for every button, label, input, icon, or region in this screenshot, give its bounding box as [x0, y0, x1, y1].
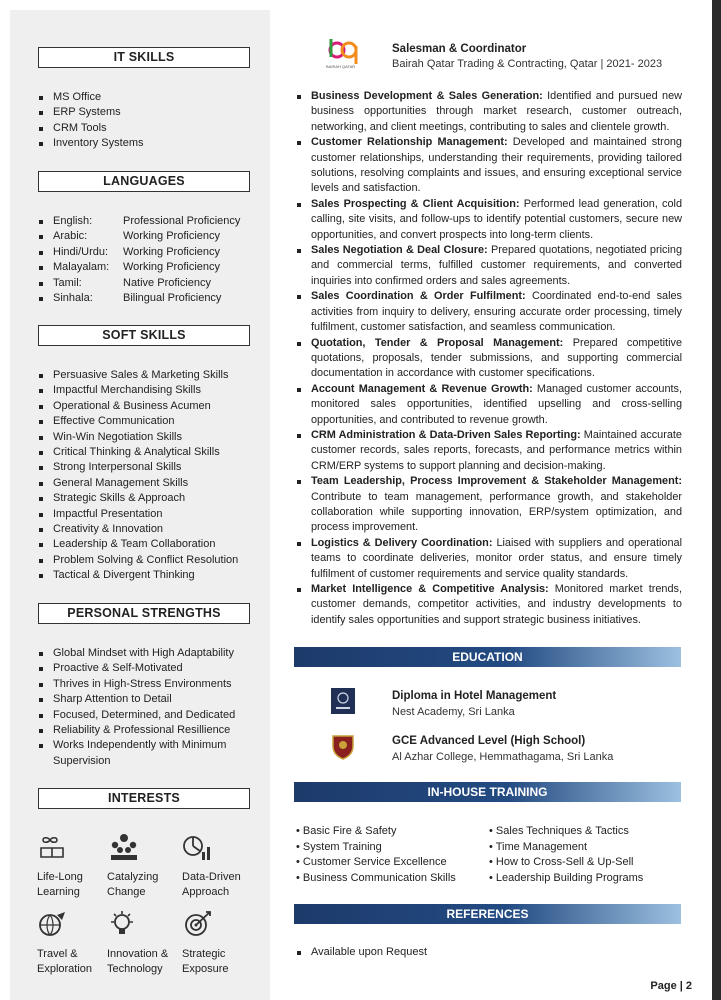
- duty-heading: Sales Prospecting & Client Acquisition:: [311, 197, 520, 210]
- interest-item: [37, 909, 92, 977]
- interest-item: [37, 832, 83, 900]
- list-item: Creativity & Innovation: [38, 522, 238, 537]
- list-item: Problem Solving & Conflict Resolution: [38, 553, 238, 568]
- references-heading: REFERENCES: [294, 904, 681, 924]
- training-list-right: [489, 824, 643, 886]
- list-item: [38, 276, 240, 291]
- lightbulb-gear-icon: [107, 909, 137, 939]
- list-item: [296, 474, 682, 536]
- interest-label: Data-Driven: [182, 871, 241, 883]
- list-item: Tactical & Divergent Thinking: [38, 568, 238, 583]
- education-heading: EDUCATION: [294, 647, 681, 667]
- list-item: Win-Win Negotiation Skills: [38, 430, 238, 445]
- duty-heading: Account Management & Revenue Growth:: [311, 382, 533, 395]
- interest-label: Change: [107, 886, 146, 898]
- duty-text: Developed and maintained strong customer relationships, understanding their requirements, providing tailored solutions, resolving complaints and issues, and ensuring exceptional service levels and satisfaction.: [311, 136, 682, 195]
- list-item: Strong Interpersonal Skills: [38, 460, 238, 475]
- language-level: Native Proficiency: [123, 276, 212, 289]
- interest-item: [107, 832, 158, 900]
- language-name: Arabic:: [53, 230, 88, 243]
- interest-label: Life-Long: [37, 871, 83, 883]
- languages-list: [38, 214, 240, 306]
- list-item: Global Mindset with High Adaptability: [38, 646, 250, 661]
- list-item: ERP Systems: [38, 105, 143, 120]
- interest-label: Innovation &: [107, 948, 169, 960]
- education-school: Al Azhar College, Hemmathagama, Sri Lanka: [392, 751, 614, 763]
- list-item: • How to Cross-Sell & Up-Sell: [489, 855, 643, 871]
- logo-text: BAIRAH QATAR: [326, 64, 356, 69]
- list-item: Impactful Merchandising Skills: [38, 383, 238, 398]
- training-list-left: [296, 824, 456, 886]
- list-item: Inventory Systems: [38, 136, 143, 151]
- duty-text: Managed customer accounts, monitored sales opportunities, identified upselling and cross-selling opportunities, and contributed to revenue growth.: [311, 382, 682, 426]
- duty-text: Prepared quotations, negotiated pricing and commercial terms, fulfilled customer requirements, and converted inquiries into confirmed orders and sales agreements.: [311, 244, 683, 287]
- education-school: Nest Academy, Sri Lanka: [392, 706, 515, 718]
- list-item: [296, 536, 682, 582]
- job-title: Salesman & Coordinator: [392, 43, 527, 55]
- list-item: [296, 135, 682, 197]
- list-item: [296, 582, 682, 628]
- training-heading: IN-HOUSE TRAINING: [294, 782, 681, 802]
- chart-icon: [182, 832, 214, 862]
- soft-skills-heading: SOFT SKILLS: [38, 325, 250, 346]
- duty-heading: Sales Coordination & Order Fulfilment:: [311, 290, 526, 303]
- interest-label: Exposure: [182, 963, 229, 975]
- languages-heading: LANGUAGES: [38, 171, 250, 192]
- language-level: Bilingual Proficiency: [123, 292, 222, 305]
- duty-heading: Quotation, Tender & Proposal Management:: [311, 336, 564, 349]
- list-item: Leadership & Team Collaboration: [38, 537, 238, 552]
- strengths-list: [38, 646, 250, 769]
- infinity-book-icon: [37, 832, 67, 862]
- it-skills-list: [38, 90, 143, 152]
- list-item: • System Training: [296, 840, 456, 856]
- duty-heading: Team Leadership, Process Improvement & Stakeholder Management:: [311, 475, 682, 488]
- language-level: Working Proficiency: [123, 245, 220, 258]
- interest-item: [107, 909, 168, 977]
- interest-label: Travel &: [37, 948, 78, 960]
- list-item: [296, 336, 682, 382]
- list-item: [296, 243, 682, 289]
- duty-text: Performed lead generation, cold calling, site visits, and follow-ups to identify potential customers, secure new opportunities, and convert prospects into long-term clients.: [311, 197, 682, 241]
- duty-heading: Customer Relationship Management:: [311, 136, 508, 149]
- language-name: Sinhala:: [53, 292, 93, 305]
- list-item: • Time Management: [489, 840, 643, 856]
- language-level: Working Proficiency: [123, 230, 220, 243]
- education-degree: Diploma in Hotel Management: [392, 690, 557, 702]
- duty-heading: Business Development & Sales Generation:: [311, 90, 543, 102]
- list-item: CRM Tools: [38, 121, 143, 136]
- list-item: General Management Skills: [38, 476, 238, 491]
- soft-skills-list: [38, 368, 238, 584]
- list-item: • Customer Service Excellence: [296, 855, 456, 871]
- duty-text: Coordinated end-to-end sales activities from inquiry to delivery, ensuring accurate order processing, timely fulfilment, customer satisfaction, and seamless communication.: [311, 290, 683, 334]
- language-name: English:: [53, 215, 93, 227]
- list-item: [296, 382, 682, 428]
- duty-text: Monitored market trends, customer demands, competitor activities, and industry developments to identify sales opportunities and support strategic business initiatives.: [311, 583, 682, 626]
- list-item: Proactive & Self-Motivated: [38, 661, 250, 676]
- duty-heading: Market Intelligence & Competitive Analysis:: [311, 583, 549, 595]
- page-number: Page | 2: [650, 980, 692, 992]
- strengths-heading: PERSONAL STRENGTHS: [38, 603, 250, 624]
- list-item: Thrives in High-Stress Environments: [38, 677, 250, 692]
- list-item: Sharp Attention to Detail: [38, 692, 250, 707]
- language-level: Working Proficiency: [123, 261, 220, 274]
- references-list: [296, 946, 427, 958]
- list-item: MS Office: [38, 90, 143, 105]
- list-item: [38, 229, 240, 244]
- duty-text: Prepared competitive quotations, proposals, tender submissions, and supporting commercial documentation in accordance with customer specifications.: [311, 336, 682, 380]
- job-company: Bairah Qatar Trading & Contracting, Qatar | 2021- 2023: [392, 58, 663, 70]
- list-item: [296, 428, 682, 474]
- viewer-scrollbar[interactable]: [712, 0, 721, 1000]
- it-skills-heading: IT SKILLS: [38, 47, 250, 68]
- duties-list: [296, 89, 682, 628]
- company-logo: [326, 36, 360, 72]
- duty-heading: CRM Administration & Data-Driven Sales Reporting:: [311, 428, 581, 441]
- list-item: Operational & Business Acumen: [38, 399, 238, 414]
- interest-label: Strategic: [182, 948, 226, 960]
- language-name: Hindi/Urdu:: [53, 245, 109, 258]
- interest-label: Learning: [37, 886, 80, 898]
- school-crest-icon: [331, 733, 355, 761]
- list-item: • Sales Techniques & Tactics: [489, 824, 643, 840]
- interest-label: Approach: [182, 886, 230, 898]
- globe-plane-icon: [37, 909, 67, 939]
- language-level: Professional Proficiency: [123, 215, 241, 227]
- list-item: • Leadership Building Programs: [489, 871, 643, 887]
- language-name: Tamil:: [53, 276, 82, 289]
- list-item: [38, 260, 240, 275]
- list-item: Effective Communication: [38, 414, 238, 429]
- interest-label: Exploration: [37, 963, 93, 975]
- list-item: • Business Communication Skills: [296, 871, 456, 887]
- duty-heading: Sales Negotiation & Deal Closure:: [311, 244, 488, 257]
- list-item: Available upon Request: [296, 946, 427, 958]
- interest-label: Technology: [107, 963, 163, 975]
- list-item: Reliability & Professional Resillience: [38, 723, 250, 738]
- list-item: Focused, Determined, and Dedicated: [38, 708, 250, 723]
- list-item: Critical Thinking & Analytical Skills: [38, 445, 238, 460]
- interest-item: [182, 909, 228, 977]
- list-item: [38, 245, 240, 260]
- duty-text: Liaised with suppliers and operational teams to coordinate deliveries, monitor order status, and ensure timely fulfilment of customer requirements and service quality standards.: [311, 536, 682, 580]
- interest-item: [182, 832, 241, 900]
- list-item: Persuasive Sales & Marketing Skills: [38, 368, 238, 383]
- duty-text: Identified and pursued new business opportunities through market research, customer outreach, networking, and client meetings, contributing to sales and clientele growth.: [311, 90, 683, 133]
- list-item: [296, 89, 682, 135]
- interest-label: Catalyzing: [107, 871, 159, 883]
- interests-heading: INTERESTS: [38, 788, 250, 809]
- list-item: [38, 214, 240, 229]
- list-item: Works Independently with Minimum Supervision: [38, 738, 250, 769]
- list-item: [296, 197, 682, 243]
- duty-heading: Logistics & Delivery Coordination:: [311, 536, 493, 549]
- language-name: Malayalam:: [53, 261, 110, 274]
- target-icon: [182, 909, 214, 939]
- list-item: • Basic Fire & Safety: [296, 824, 456, 840]
- list-item: [38, 291, 240, 306]
- duty-text: Contribute to team management, performance growth, and stakeholder collaboration while supporting innovation, ERP/system optimization, and process improvement.: [311, 490, 682, 534]
- list-item: [296, 289, 682, 335]
- team-icon: [107, 832, 141, 862]
- education-degree: GCE Advanced Level (High School): [392, 735, 586, 747]
- nest-academy-logo: [331, 688, 355, 714]
- list-item: Strategic Skills & Approach: [38, 491, 238, 506]
- list-item: Impactful Presentation: [38, 507, 238, 522]
- duty-text: Maintained accurate customer records, sales reports, forecasts, and performance metrics within CRM/ERP systems to support planning and decision-making.: [311, 428, 682, 472]
